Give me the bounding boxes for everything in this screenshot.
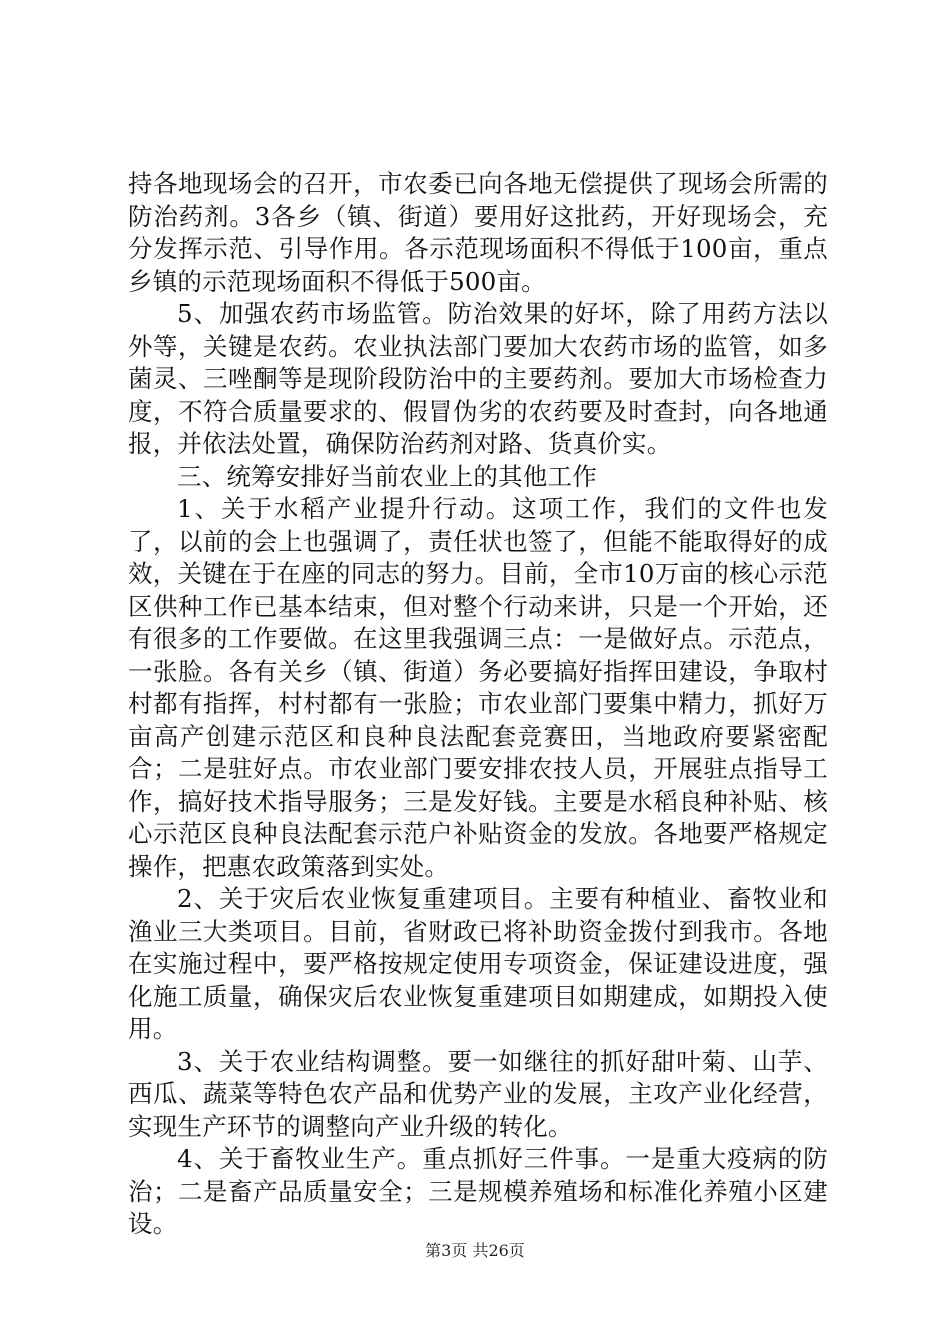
document-body [128, 168, 828, 1241]
paragraph-structure-adjustment: 3、关于农业结构调整。要一如继往的抓好甜叶菊、山芋、西瓜、蔬菜等特色农产品和优势产业的发展，主攻产业化经营，实现生产环节的调整向产业升级的转化。 [128, 1046, 828, 1141]
paragraph-pesticide-market: 5、加强农药市场监管。防治效果的好坏，除了用药方法以外等，关键是农药。农业执法部门要加大农药市场的监管，如多菌灵、三唑酮等是现阶段防治中的主要药剂。要加大市场检查力度，不符合质量要求的、假冒伪劣的农药要及时查封，向各地通报，并依法处置，确保防治药剂对路、货真价实。 [128, 299, 828, 458]
section-heading-other-work: 三、统筹安排好当前农业上的其他工作 [177, 461, 597, 491]
paragraph-continuation: 持各地现场会的召开，市农委已向各地无偿提供了现场会所需的防治药剂。3各乡（镇、街道）要用好这批药，开好现场会，充分发挥示范、引导作用。各示范现场面积不得低于100亩，重点乡镇的示范现场面积不得低于500亩。 [128, 169, 828, 296]
paragraph-disaster-recovery: 2、关于灾后农业恢复重建项目。主要有种植业、畜牧业和渔业三大类项目。目前，省财政已将补助资金拨付到我市。各地在实施过程中，要严格按规定使用专项资金，保证建设进度，强化施工质量，确保灾后农业恢复重建项目如期建成，如期投入使用。 [128, 884, 828, 1043]
paragraph-livestock: 4、关于畜牧业生产。重点抓好三件事。一是重大疫病的防治；二是畜产品质量安全；三是规模养殖场和标准化养殖小区建设。 [128, 1144, 828, 1238]
paragraph-rice-industry: 1、关于水稻产业提升行动。这项工作，我们的文件也发了，以前的会上也强调了，责任状也签了，但能不能取得好的成效，关键在于在座的同志的努力。目前，全市10万亩的核心示范区供种工作已基本结束，但对整个行动来讲，只是一个开始，还有很多的工作要做。在这里我强调三点：一是做好点。示范点，一张脸。各有关乡（镇、街道）务必要搞好指挥田建设，争取村村都有指挥，村村都有一张脸；市农业部门要集中精力，抓好万亩高产创建示范区和良种良法配套竞赛田，当地政府要紧密配合；二是驻好点。市农业部门要安排农技人员，开展驻点指导工作，搞好技术指导服务；三是发好钱。主要是水稻良种补贴、核心示范区良种良法配套示范户补贴资金的发放。各地要严格规定操作，把惠农政策落到实处。 [128, 494, 828, 881]
page-number-footer: 第3页 共26页 [425, 1241, 525, 1260]
